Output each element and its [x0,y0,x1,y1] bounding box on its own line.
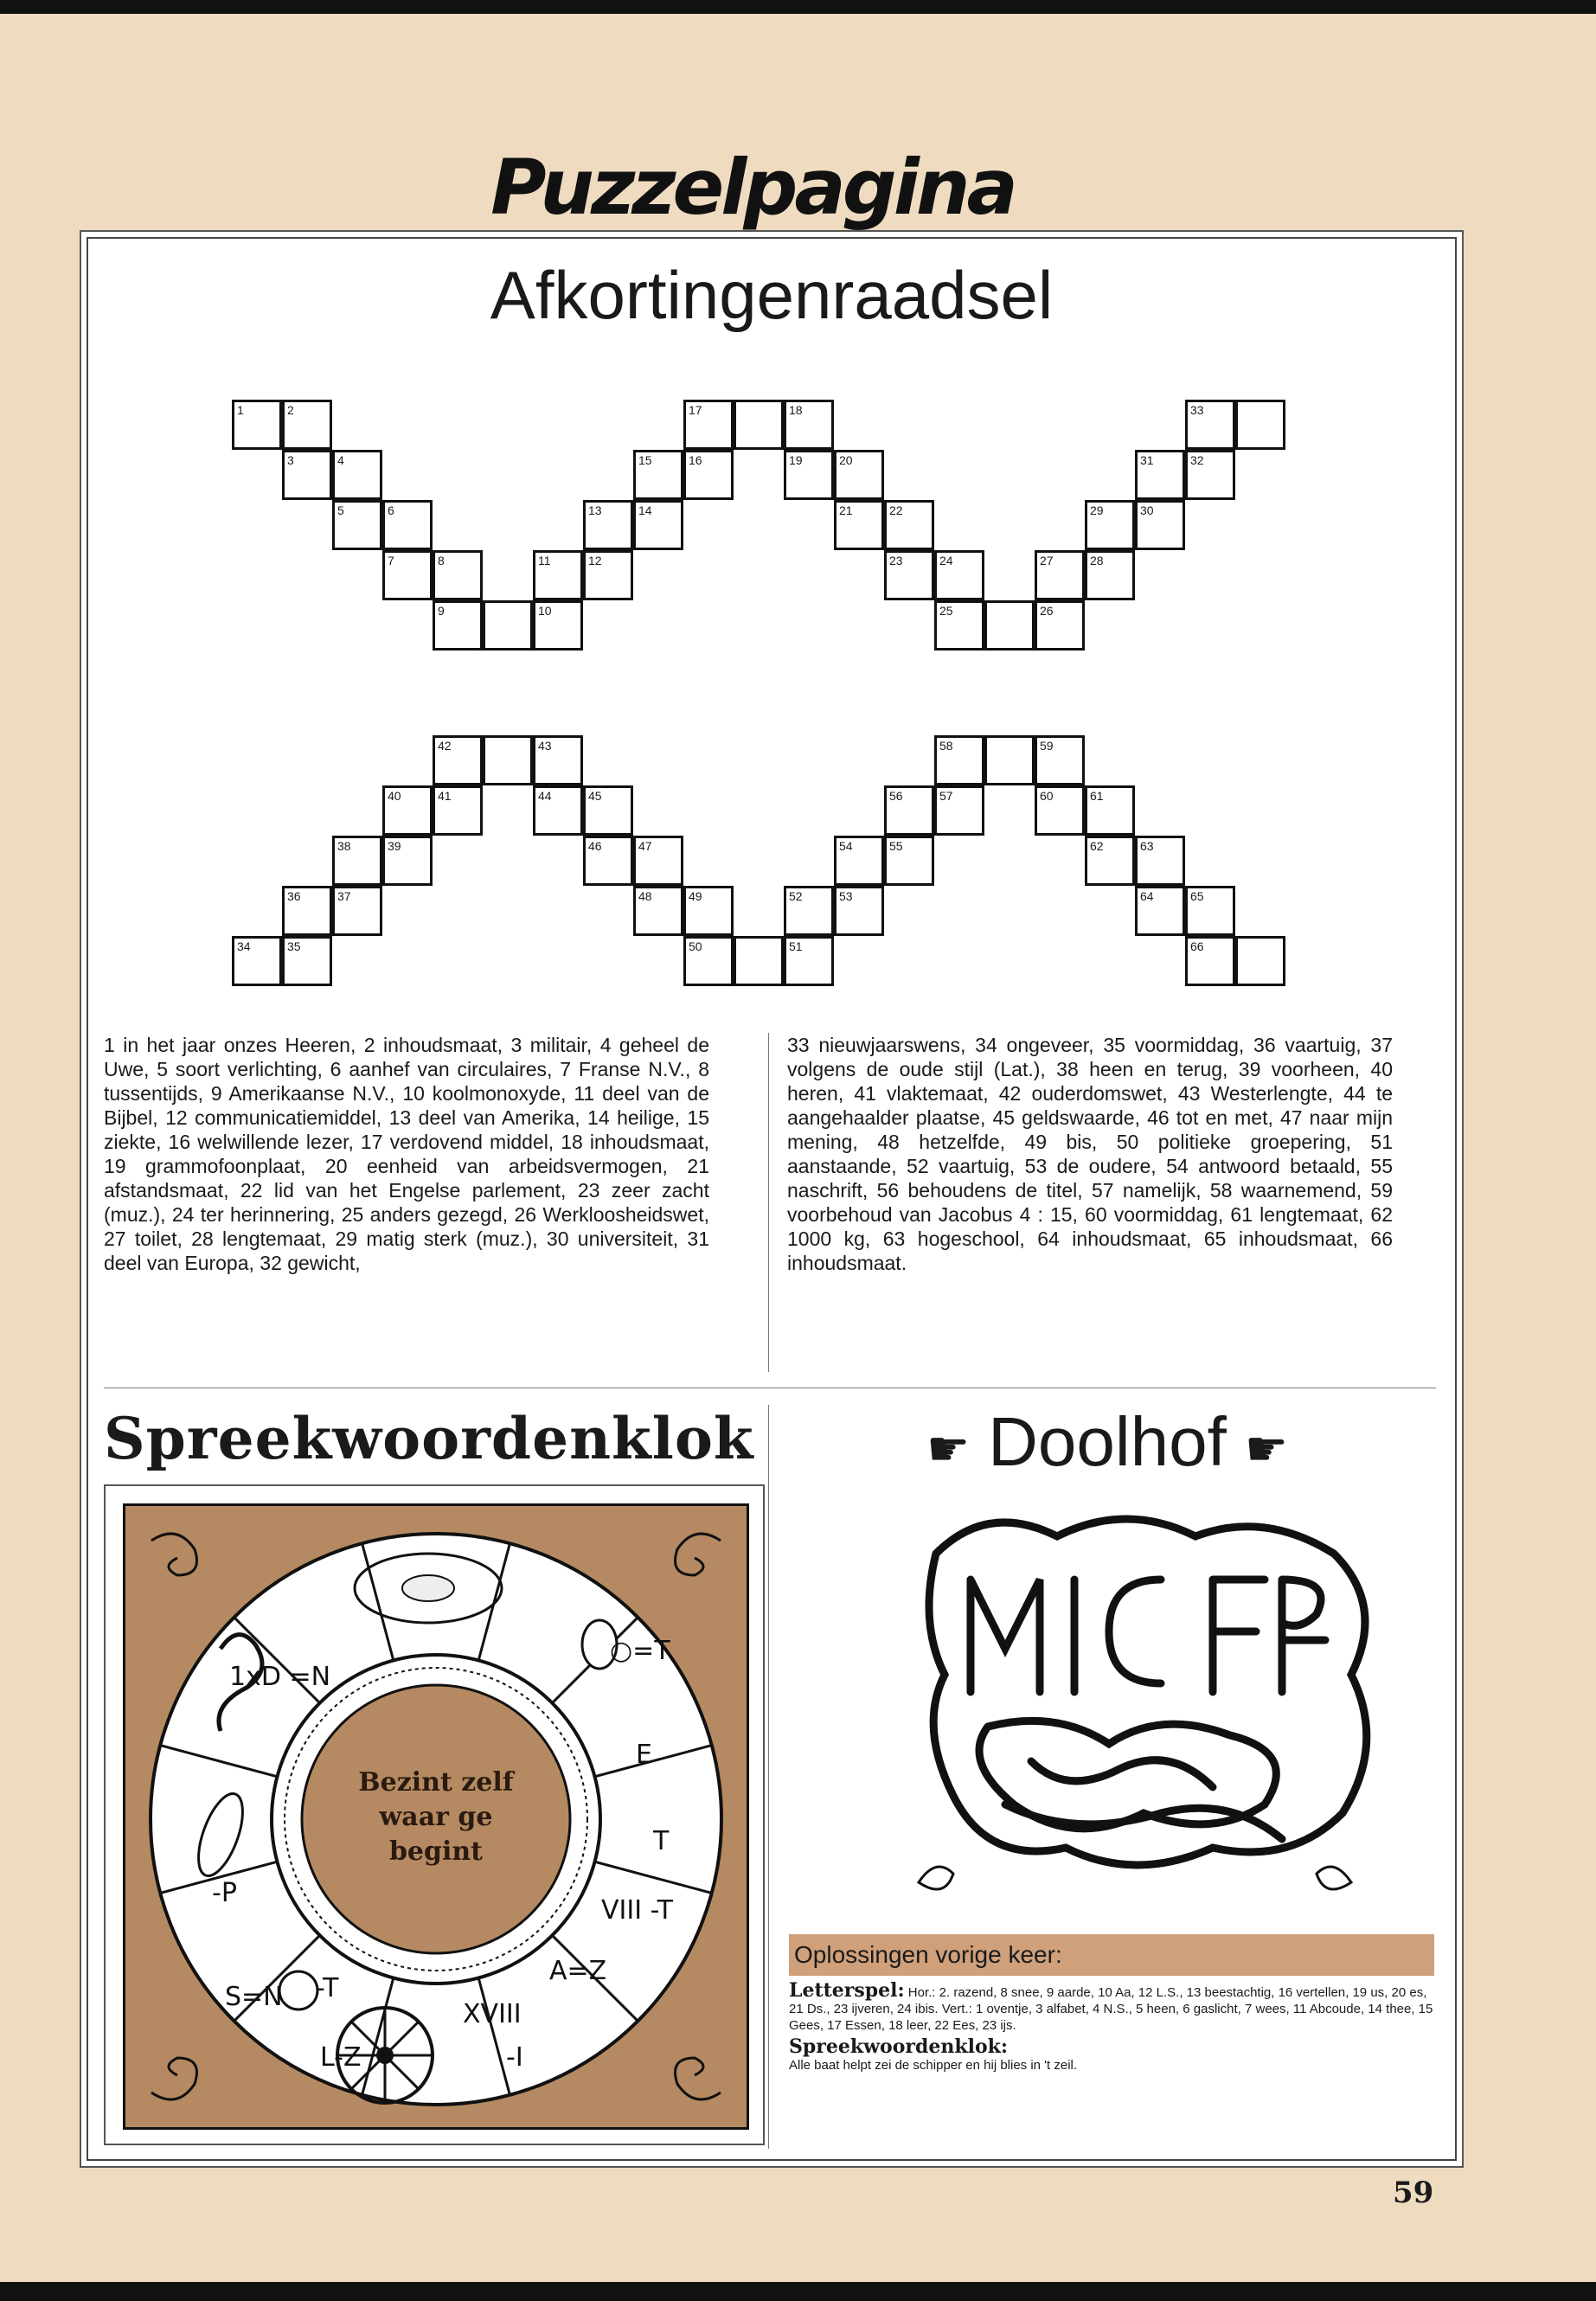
puzzle-frame [87,237,1457,2161]
cell-number: 27 [1040,554,1054,567]
crossword-cell [382,550,433,600]
clock-label: L-Z [320,2042,362,2073]
crossword-cell [884,500,934,550]
crossword-cell [332,500,382,550]
crossword-cell [984,600,1035,651]
crossword-cell [533,550,583,600]
maze-illustration [901,1502,1386,1917]
crossword-cell [583,785,633,836]
crossword-cell [533,785,583,836]
crossword-title: Afkortingenraadsel [490,257,1054,333]
clock-label: S=N [225,1982,283,2012]
clock-label: XVIII [463,1999,522,2029]
crossword-cell [683,886,734,936]
crossword-cell [332,450,382,500]
clock-label: -I [506,2042,523,2073]
crossword-cell [1235,400,1285,450]
cell-number: 36 [287,889,301,903]
page-header [484,143,1021,238]
crossword-cell [382,785,433,836]
crossword-cell [834,886,884,936]
cell-number: 40 [388,789,401,803]
cell-number: 6 [388,503,394,517]
crossword-cell [1085,550,1135,600]
hand-icon [1317,1867,1351,1889]
proverb-clock [123,1503,749,2130]
crossword-cell [232,936,282,986]
top-border [0,0,1596,14]
crossword-cell [884,836,934,886]
cell-number: 62 [1090,839,1104,853]
crossword-cell [1235,936,1285,986]
crossword-cell [533,735,583,785]
crossword-cell [282,450,332,500]
cell-number: 4 [337,453,344,467]
crossword-cell [433,785,483,836]
center-line-1: Bezint zelf [358,1767,514,1798]
crossword-cell [282,886,332,936]
crossword-cell [1135,450,1185,500]
cell-number: 29 [1090,503,1104,517]
cell-number: 10 [538,604,552,618]
cell-number: 52 [789,889,803,903]
cell-number: 11 [538,554,551,567]
cell-number: 22 [889,503,903,517]
cell-number: 7 [388,554,394,567]
crossword-cell [784,886,834,936]
cell-number: 58 [939,739,953,753]
cell-number: 65 [1190,889,1204,903]
cell-number: 46 [588,839,602,853]
cell-number: 39 [388,839,401,853]
clock-label: -P [212,1878,237,1908]
crossword-cell [784,400,834,450]
crossword-cell [1185,886,1235,936]
cell-number: 12 [588,554,602,567]
maze-title: Doolhof [988,1403,1227,1480]
cell-number: 47 [638,839,652,853]
cell-number: 20 [839,453,853,467]
crossword-cell [633,450,683,500]
hand-icon [919,1867,953,1889]
crossword-cell [382,836,433,886]
cell-number: 25 [939,604,953,618]
center-line-3: begint [388,1836,484,1867]
cell-number: 60 [1040,789,1054,803]
cell-number: 23 [889,554,903,567]
cell-number: 63 [1140,839,1154,853]
crossword-cell [1035,785,1085,836]
pointing-hand-icon: ☛ [1244,1421,1289,1477]
crossword-cell [1085,836,1135,886]
clock-label: A=Z [549,1956,607,1986]
cell-number: 32 [1190,453,1204,467]
crossword-cell [834,450,884,500]
cell-number: 55 [889,839,903,853]
cell-number: 48 [638,889,652,903]
page-number: 59 [1393,2176,1434,2210]
solutions-heading: Oplossingen vorige keer: [789,1934,1434,1976]
klok-text: Alle baat helpt zei de schipper en hij blies in 't zeil. [789,2058,1078,2073]
crossword-cell [934,600,984,651]
clock-label: VIII -T [601,1895,673,1926]
cell-number: 56 [889,789,903,803]
cell-number: 30 [1140,503,1154,517]
cell-number: 1 [237,403,244,417]
crossword-cell [834,836,884,886]
crossword-cell [282,400,332,450]
crossword-cell [433,735,483,785]
crossword-cell [934,785,984,836]
crossword-cell [1185,936,1235,986]
crossword-cell [633,500,683,550]
clock-label: E [636,1740,652,1770]
crossword-cell [633,886,683,936]
cell-number: 18 [789,403,803,417]
crossword-cell [483,735,533,785]
solutions-body [789,1979,1438,2073]
crossword-cell [1185,400,1235,450]
crossword-cell [1085,785,1135,836]
crossword-cell [683,450,734,500]
clock-label: 1xD =N [229,1662,331,1692]
cell-number: 45 [588,789,602,803]
crossword-cell [1135,836,1185,886]
crossword-cell [1135,886,1185,936]
crossword-cell [332,886,382,936]
clues-left: 1 in het jaar onzes Heeren, 2 inhoudsmaat, 3 militair, 4 geheel de Uwe, 5 soort verlichting, 6 aanhef van circulaires, 7 Franse N.V., 8 tussentijds, 9 Amerikaanse N.V., 10 koolmonoxyde, 11 deel van de Bijbel, 12 communicatiemiddel, 13 deel van Amerika, 14 heilige, 15 ziekte, 16 welwillende lezer, 17 verdovend middel, 18 inhoudsmaat, 19 grammofoonplaat, 20 eenheid van arbeidsvermogen, 21 afstandsmaat, 22 lid van het Engelse parlement, 23 zeer zacht (muz.), 24 ter herinnering, 25 anders gezegd, 26 Werkloosheidswet, 27 toilet, 28 lengtemaat, 29 matig sterk (muz.), 30 universiteit, 31 deel van Europa, 32 gewicht, [104,1034,709,1274]
cell-number: 42 [438,739,452,753]
cell-number: 9 [438,604,445,618]
crossword-cell [1035,550,1085,600]
cell-number: 51 [789,939,803,953]
cell-number: 31 [1140,453,1154,467]
cell-number: 43 [538,739,552,753]
cell-number: 3 [287,453,294,467]
cell-number: 17 [689,403,702,417]
crossword-cell [583,836,633,886]
proverb-clock-panel [104,1484,765,2145]
pointing-hand-icon: ☛ [926,1421,971,1477]
crossword-cell [934,550,984,600]
crossword-cell [784,450,834,500]
cell-number: 41 [438,789,452,803]
crossword-cell [1035,735,1085,785]
crossword-cell [734,400,784,450]
cell-number: 8 [438,554,445,567]
cell-number: 5 [337,503,344,517]
crossword-cell [583,500,633,550]
cell-number: 28 [1090,554,1104,567]
crossword-cell [784,936,834,986]
crossword-cell [533,600,583,651]
letterspel-label: Letterspel: [789,1979,905,2002]
cell-number: 24 [939,554,953,567]
crossword-cell [934,735,984,785]
cell-number: 59 [1040,739,1054,753]
crossword-cell [1135,500,1185,550]
cell-number: 66 [1190,939,1204,953]
cell-number: 14 [638,503,652,517]
clock-title: Spreekwoordenklok [104,1405,754,1472]
crossword-cell [483,600,533,651]
cell-number: 21 [839,503,853,517]
letterspel-text: Hor.: 2. razend, 8 snee, 9 aarde, 10 Aa, 12 L.S., 13 beestachtig, 16 vertellen, 19 us, 20 es, 21 Ds., 23 ijveren, 24 ibis. Vert.: 1 oventje, 3 alfabet, 4 N.S., 5 heen, 6 gaslicht, 7 wees, 11 Abcoude, 14 thee, 15 Gees, 17 Essen, 18 leer, 22 Ees, 23 ijs. [789,1985,1433,2033]
crossword-cell [382,500,433,550]
crossword-cell [282,936,332,986]
cell-number: 44 [538,789,552,803]
cell-number: 61 [1090,789,1104,803]
crossword-cell [834,500,884,550]
clock-label: ○=T [610,1636,670,1666]
klok-label: Spreekwoordenklok: [789,2035,1008,2058]
crossword-cell [683,936,734,986]
crossword-cell [1035,600,1085,651]
crossword-cell [1185,450,1235,500]
crossword-cell [332,836,382,886]
crossword-cell [984,735,1035,785]
crossword-cell [734,936,784,986]
cell-number: 35 [287,939,301,953]
cell-number: 54 [839,839,853,853]
crossword-cell [433,600,483,651]
clock-label: T [653,1826,670,1856]
cell-number: 15 [638,453,652,467]
cell-number: 57 [939,789,953,803]
cell-number: 38 [337,839,351,853]
crossword-cell [433,550,483,600]
cell-number: 33 [1190,403,1204,417]
column-divider [768,1033,769,1372]
cell-number: 53 [839,889,853,903]
maze-header [787,1402,1427,1482]
cell-number: 64 [1140,889,1154,903]
crossword-cell [884,785,934,836]
cell-number: 16 [689,453,702,467]
cell-number: 34 [237,939,251,953]
page-title: Puzzelpagina [490,143,1015,232]
crossword-cell [884,550,934,600]
crossword-cell [683,400,734,450]
crossword-cell [232,400,282,450]
clock-center-text [306,1766,566,1869]
cell-number: 37 [337,889,351,903]
center-line-2: waar ge [379,1802,493,1832]
cell-number: 26 [1040,604,1054,618]
crossword-cell [583,550,633,600]
cell-number: 19 [789,453,803,467]
cell-number: 49 [689,889,702,903]
cell-number: 2 [287,403,294,417]
clues-right: 33 nieuwjaarswens, 34 ongeveer, 35 voormiddag, 36 vaartuig, 37 volgens de oude stijl (Lat.), 38 heen en terug, 39 voorheen, 40 heren, 41 vlaktemaat, 42 ouderdomswet, 43 Westerlengte, 44 te aangehaalder plaatse, 45 geldswaarde, 46 tot en met, 47 naar mijn mening, 48 hetzelfde, 49 bis, 50 politieke groepering, 51 aanstaande, 52 vaartuig, 53 de oudere, 54 antwoord betaald, 55 naschrift, 56 behoudens de titel, 57 namelijk, 58 waarnemend, 59 voorbehoud van Jacobus 4 : 15, 60 voormiddag, 61 lengtemaat, 62 1000 kg, 63 hogeschool, 64 inhoudsmaat, 65 inhoudsmaat, 66 inhoudsmaat. [787,1034,1393,1274]
clock-label: -T [316,1973,339,2003]
bottom-border [0,2282,1596,2301]
cell-number: 50 [689,939,702,953]
crossword-cell [633,836,683,886]
crossword-cell [1085,500,1135,550]
column-divider-lower [768,1405,769,2149]
cell-number: 13 [588,503,602,517]
